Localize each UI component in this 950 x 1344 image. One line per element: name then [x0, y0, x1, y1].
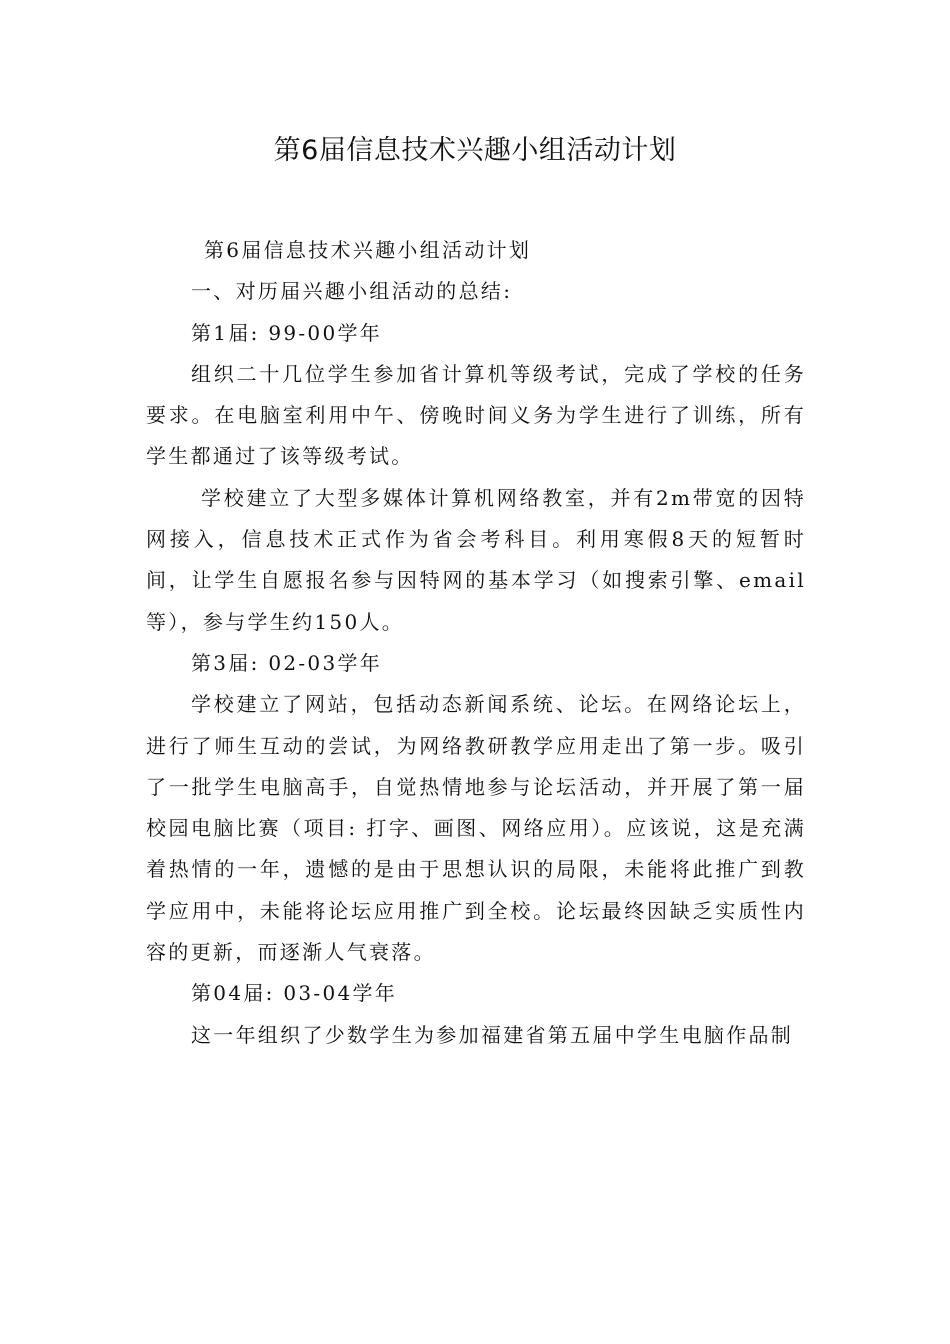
- paragraph-subtitle: 第6届信息技术兴趣小组活动计划: [204, 238, 532, 262]
- paragraph-term-1-body: 组织二十几位学生参加省计算机等级考试，完成了学校的任务要求。在电脑室利用中午、傍晚时间义务为学生进行了训练，所有学生都通过了该等级考试。: [146, 361, 806, 469]
- document-body: [146, 230, 806, 1056]
- paragraph-term-1: 第1届: 99-00学年: [191, 320, 383, 345]
- paragraph-term-3: 第3届: 02-03学年: [191, 650, 383, 675]
- paragraph-section-heading: 一、对历届兴趣小组活动的总结:: [191, 279, 513, 304]
- paragraph-term-4-body: 这一年组织了少数学生为参加福建省第五届中学生电脑作品制: [191, 1022, 794, 1047]
- paragraph-term-4: 第04届: 03-04学年: [191, 981, 398, 1006]
- paragraph-term-3-body: 学校建立了网站，包括动态新闻系统、论坛。在网络论坛上，进行了师生互动的尝试，为网络教研教学应用走出了第一步。吸引了一批学生电脑高手，自觉热情地参与论坛活动，并开展了第一届校园电脑比赛（项目: 打字、画图、网络应用）。应该说，这是充满着热情的一年，遗憾的是由于思想认识的局限，未能将此推广到教学应用中，未能将论坛应用推广到全校。论坛最终因缺乏实质性内容的更新，而逐渐人气衰落。: [146, 692, 806, 965]
- document-title: 第6届信息技术兴趣小组活动计划: [273, 135, 677, 166]
- paragraph-network-classroom: 学校建立了大型多媒体计算机网络教室，并有2m带宽的因特网接入，信息技术正式作为省会考科目。利用寒假8天的短暂时间，让学生自愿报名参与因特网的基本学习（如搜索引擎、email等），参与学生约150人。: [146, 485, 806, 634]
